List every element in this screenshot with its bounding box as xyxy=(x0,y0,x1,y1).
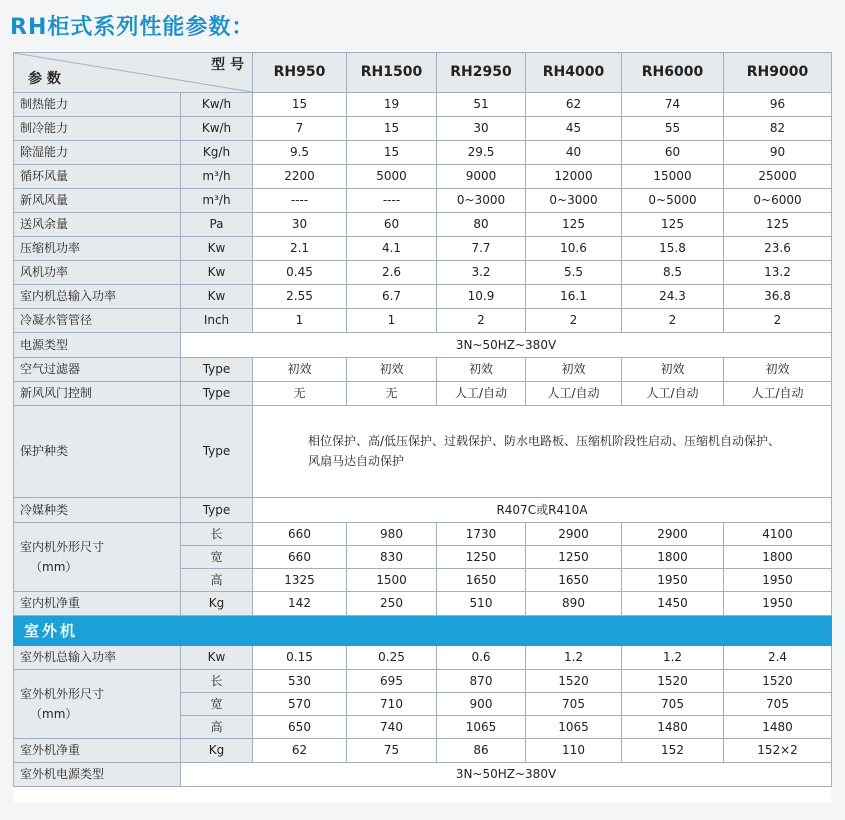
cell: 8.5 xyxy=(622,261,724,285)
cell: 1950 xyxy=(622,569,724,592)
spec-table-container xyxy=(13,52,831,802)
cell: 1 xyxy=(347,309,437,333)
row-unit: Kw/h xyxy=(181,93,253,117)
cell: 4100 xyxy=(724,523,832,546)
cell: 890 xyxy=(526,592,622,616)
cell: 2 xyxy=(724,309,832,333)
cell: 29.5 xyxy=(437,141,526,165)
header-row xyxy=(14,53,832,93)
cell: 86 xyxy=(437,739,526,763)
cell: 2900 xyxy=(622,523,724,546)
cell: 1520 xyxy=(526,670,622,693)
cell: 5000 xyxy=(347,165,437,189)
dimension-row xyxy=(14,670,832,693)
spec-row xyxy=(14,165,832,189)
cell: 2.6 xyxy=(347,261,437,285)
cell: ---- xyxy=(253,189,347,213)
cell: 30 xyxy=(253,213,347,237)
cell: 45 xyxy=(526,117,622,141)
refrigerant-value: R407C或R410A xyxy=(253,498,832,523)
indoor-weight-row xyxy=(14,592,832,616)
model-header: RH4000 xyxy=(526,53,622,93)
cell: 3.2 xyxy=(437,261,526,285)
cell: 人工/自动 xyxy=(622,382,724,406)
cell: 980 xyxy=(347,523,437,546)
indoor-spec-rows xyxy=(14,93,832,333)
dimension-label xyxy=(14,670,181,739)
model-header: RH6000 xyxy=(622,53,724,93)
row-unit: Kg xyxy=(181,739,253,763)
row-label: 新风风门控制 xyxy=(14,382,181,406)
cell: 初效 xyxy=(622,358,724,382)
row-unit: Type xyxy=(181,382,253,406)
cell: ---- xyxy=(347,189,437,213)
cell: 1480 xyxy=(724,716,832,739)
cell: 1650 xyxy=(526,569,622,592)
spec-row xyxy=(14,189,832,213)
cell: 40 xyxy=(526,141,622,165)
cell: 初效 xyxy=(437,358,526,382)
dimension-axis: 宽 xyxy=(181,693,253,716)
cell: 0.15 xyxy=(253,646,347,670)
cell: 10.9 xyxy=(437,285,526,309)
cell: 1950 xyxy=(724,569,832,592)
row-label: 除湿能力 xyxy=(14,141,181,165)
dimension-axis: 高 xyxy=(181,569,253,592)
cell: 650 xyxy=(253,716,347,739)
cell: 16.1 xyxy=(526,285,622,309)
row-label: 室内机总输入功率 xyxy=(14,285,181,309)
row-label: 电源类型 xyxy=(14,333,181,358)
cell: 660 xyxy=(253,546,347,569)
row-unit: Kw xyxy=(181,285,253,309)
cell: 1065 xyxy=(526,716,622,739)
dimension-unit: （mm） xyxy=(30,707,78,721)
cell: 25000 xyxy=(724,165,832,189)
cell: 人工/自动 xyxy=(724,382,832,406)
power-row xyxy=(14,333,832,358)
cell: 60 xyxy=(347,213,437,237)
cell: 36.8 xyxy=(724,285,832,309)
cell: 13.2 xyxy=(724,261,832,285)
cell: 30 xyxy=(437,117,526,141)
power-value: 3N~50HZ~380V xyxy=(181,333,832,358)
cell: 2.1 xyxy=(253,237,347,261)
cell: 710 xyxy=(347,693,437,716)
indoor-dimension-rows xyxy=(14,523,832,592)
filter-row xyxy=(14,358,832,382)
row-label: 空气过滤器 xyxy=(14,358,181,382)
cell: 660 xyxy=(253,523,347,546)
cell: 80 xyxy=(437,213,526,237)
model-header: RH950 xyxy=(253,53,347,93)
cell: 2 xyxy=(526,309,622,333)
cell: 9000 xyxy=(437,165,526,189)
row-unit: Kw xyxy=(181,261,253,285)
cell: 125 xyxy=(526,213,622,237)
cell: 0.6 xyxy=(437,646,526,670)
dimension-title: 室内机外形尺寸 xyxy=(20,539,105,554)
cell: 2900 xyxy=(526,523,622,546)
row-label: 室外机总输入功率 xyxy=(14,646,181,670)
cell: 705 xyxy=(724,693,832,716)
cell: 250 xyxy=(347,592,437,616)
row-label: 室外机电源类型 xyxy=(14,763,181,787)
cell: 82 xyxy=(724,117,832,141)
row-unit: m³/h xyxy=(181,189,253,213)
row-unit: Type xyxy=(181,358,253,382)
model-header-label: 型 号 xyxy=(211,57,244,73)
cell: 0~3000 xyxy=(526,189,622,213)
spec-row xyxy=(14,261,832,285)
cell: 2.55 xyxy=(253,285,347,309)
cell: 0.45 xyxy=(253,261,347,285)
cell: 10.6 xyxy=(526,237,622,261)
spec-row xyxy=(14,213,832,237)
row-label: 压缩机功率 xyxy=(14,237,181,261)
cell: 1480 xyxy=(622,716,724,739)
cell: 1.2 xyxy=(526,646,622,670)
dimension-axis: 长 xyxy=(181,670,253,693)
cell: 60 xyxy=(622,141,724,165)
cell: 870 xyxy=(437,670,526,693)
row-label: 制冷能力 xyxy=(14,117,181,141)
cell: 无 xyxy=(253,382,347,406)
cell: 无 xyxy=(347,382,437,406)
cell: 19 xyxy=(347,93,437,117)
spec-row xyxy=(14,117,832,141)
page-title: RH柜式系列性能参数： xyxy=(10,15,255,40)
cell: 740 xyxy=(347,716,437,739)
row-unit: Kg/h xyxy=(181,141,253,165)
cell: 24.3 xyxy=(622,285,724,309)
row-unit: Type xyxy=(181,498,253,523)
outdoor-dimension-rows xyxy=(14,670,832,739)
cell: 0~5000 xyxy=(622,189,724,213)
cell: 7.7 xyxy=(437,237,526,261)
outdoor-supply-value: 3N~50HZ~380V xyxy=(181,763,832,787)
spec-row xyxy=(14,237,832,261)
cell: 12000 xyxy=(526,165,622,189)
cell: 2 xyxy=(622,309,724,333)
param-header-label: 参 数 xyxy=(28,71,61,88)
spec-row xyxy=(14,93,832,117)
cell: 110 xyxy=(526,739,622,763)
cell: 90 xyxy=(724,141,832,165)
row-unit: Pa xyxy=(181,213,253,237)
header-diagonal-cell xyxy=(14,53,253,93)
cell: 1800 xyxy=(622,546,724,569)
cell: 62 xyxy=(526,93,622,117)
spec-row xyxy=(14,309,832,333)
cell: 51 xyxy=(437,93,526,117)
cell: 15 xyxy=(347,117,437,141)
cell: 152×2 xyxy=(724,739,832,763)
model-header: RH2950 xyxy=(437,53,526,93)
row-label: 风机功率 xyxy=(14,261,181,285)
cell: 初效 xyxy=(724,358,832,382)
outdoor-supply-row xyxy=(14,763,832,787)
cell: 1730 xyxy=(437,523,526,546)
cell: 15 xyxy=(347,141,437,165)
cell: 1250 xyxy=(437,546,526,569)
cell: 初效 xyxy=(253,358,347,382)
cell: 2200 xyxy=(253,165,347,189)
dimension-axis: 高 xyxy=(181,716,253,739)
cell: 125 xyxy=(622,213,724,237)
cell: 62 xyxy=(253,739,347,763)
row-label: 新风风量 xyxy=(14,189,181,213)
cell: 4.1 xyxy=(347,237,437,261)
row-label: 送风余量 xyxy=(14,213,181,237)
cell: 1250 xyxy=(526,546,622,569)
cell: 530 xyxy=(253,670,347,693)
row-label: 冷凝水管管径 xyxy=(14,309,181,333)
row-label: 冷媒种类 xyxy=(14,498,181,523)
row-label: 制热能力 xyxy=(14,93,181,117)
cell: 1325 xyxy=(253,569,347,592)
dimension-title: 室外机外形尺寸 xyxy=(20,686,105,701)
cell: 1650 xyxy=(437,569,526,592)
row-label: 循环风量 xyxy=(14,165,181,189)
cell: 0~6000 xyxy=(724,189,832,213)
cell: 1950 xyxy=(724,592,832,616)
cell: 142 xyxy=(253,592,347,616)
cell: 2.4 xyxy=(724,646,832,670)
row-unit: Kw xyxy=(181,237,253,261)
cell: 0~3000 xyxy=(437,189,526,213)
cell: 人工/自动 xyxy=(437,382,526,406)
row-label: 室外机净重 xyxy=(14,739,181,763)
cell: 1520 xyxy=(724,670,832,693)
spec-row xyxy=(14,141,832,165)
dimension-unit: （mm） xyxy=(30,560,78,574)
cell: 人工/自动 xyxy=(526,382,622,406)
cell: 1450 xyxy=(622,592,724,616)
refrigerant-row xyxy=(14,498,832,523)
cell: 125 xyxy=(724,213,832,237)
cell: 初效 xyxy=(526,358,622,382)
dimension-row xyxy=(14,523,832,546)
cell: 900 xyxy=(437,693,526,716)
spec-row xyxy=(14,285,832,309)
protection-row xyxy=(14,406,832,498)
cell: 7 xyxy=(253,117,347,141)
cell: 2 xyxy=(437,309,526,333)
cell: 1.2 xyxy=(622,646,724,670)
cell: 695 xyxy=(347,670,437,693)
row-unit: Kw/h xyxy=(181,117,253,141)
cell: 15000 xyxy=(622,165,724,189)
cell: 75 xyxy=(347,739,437,763)
row-unit: Type xyxy=(181,406,253,498)
dimension-axis: 宽 xyxy=(181,546,253,569)
cell: 570 xyxy=(253,693,347,716)
cell: 1800 xyxy=(724,546,832,569)
cell: 1065 xyxy=(437,716,526,739)
cell: 55 xyxy=(622,117,724,141)
cell: 9.5 xyxy=(253,141,347,165)
cell: 74 xyxy=(622,93,724,117)
dimension-label xyxy=(14,523,181,592)
cell: 152 xyxy=(622,739,724,763)
cell: 15 xyxy=(253,93,347,117)
model-header: RH9000 xyxy=(724,53,832,93)
row-unit: m³/h xyxy=(181,165,253,189)
cell: 705 xyxy=(622,693,724,716)
cell: 705 xyxy=(526,693,622,716)
spec-table xyxy=(13,52,832,787)
cell: 1520 xyxy=(622,670,724,693)
damper-row xyxy=(14,382,832,406)
outdoor-section-heading: 室外机 xyxy=(14,616,832,646)
row-unit: Kg xyxy=(181,592,253,616)
cell: 1500 xyxy=(347,569,437,592)
cell: 1 xyxy=(253,309,347,333)
outdoor-section-row xyxy=(14,616,832,646)
protection-value: 相位保护、高/低压保护、过载保护、防水电路板、压缩机阶段性启动、压缩机自动保护、风扇马达自动保护 xyxy=(253,406,832,498)
row-label: 保护种类 xyxy=(14,406,181,498)
cell: 6.7 xyxy=(347,285,437,309)
cell: 830 xyxy=(347,546,437,569)
row-label: 室内机净重 xyxy=(14,592,181,616)
cell: 510 xyxy=(437,592,526,616)
row-unit: Kw xyxy=(181,646,253,670)
row-unit: Inch xyxy=(181,309,253,333)
model-header: RH1500 xyxy=(347,53,437,93)
cell: 23.6 xyxy=(724,237,832,261)
cell: 5.5 xyxy=(526,261,622,285)
outdoor-power-row xyxy=(14,646,832,670)
cell: 0.25 xyxy=(347,646,437,670)
dimension-axis: 长 xyxy=(181,523,253,546)
cell: 96 xyxy=(724,93,832,117)
cell: 15.8 xyxy=(622,237,724,261)
cell: 初效 xyxy=(347,358,437,382)
outdoor-weight-row xyxy=(14,739,832,763)
